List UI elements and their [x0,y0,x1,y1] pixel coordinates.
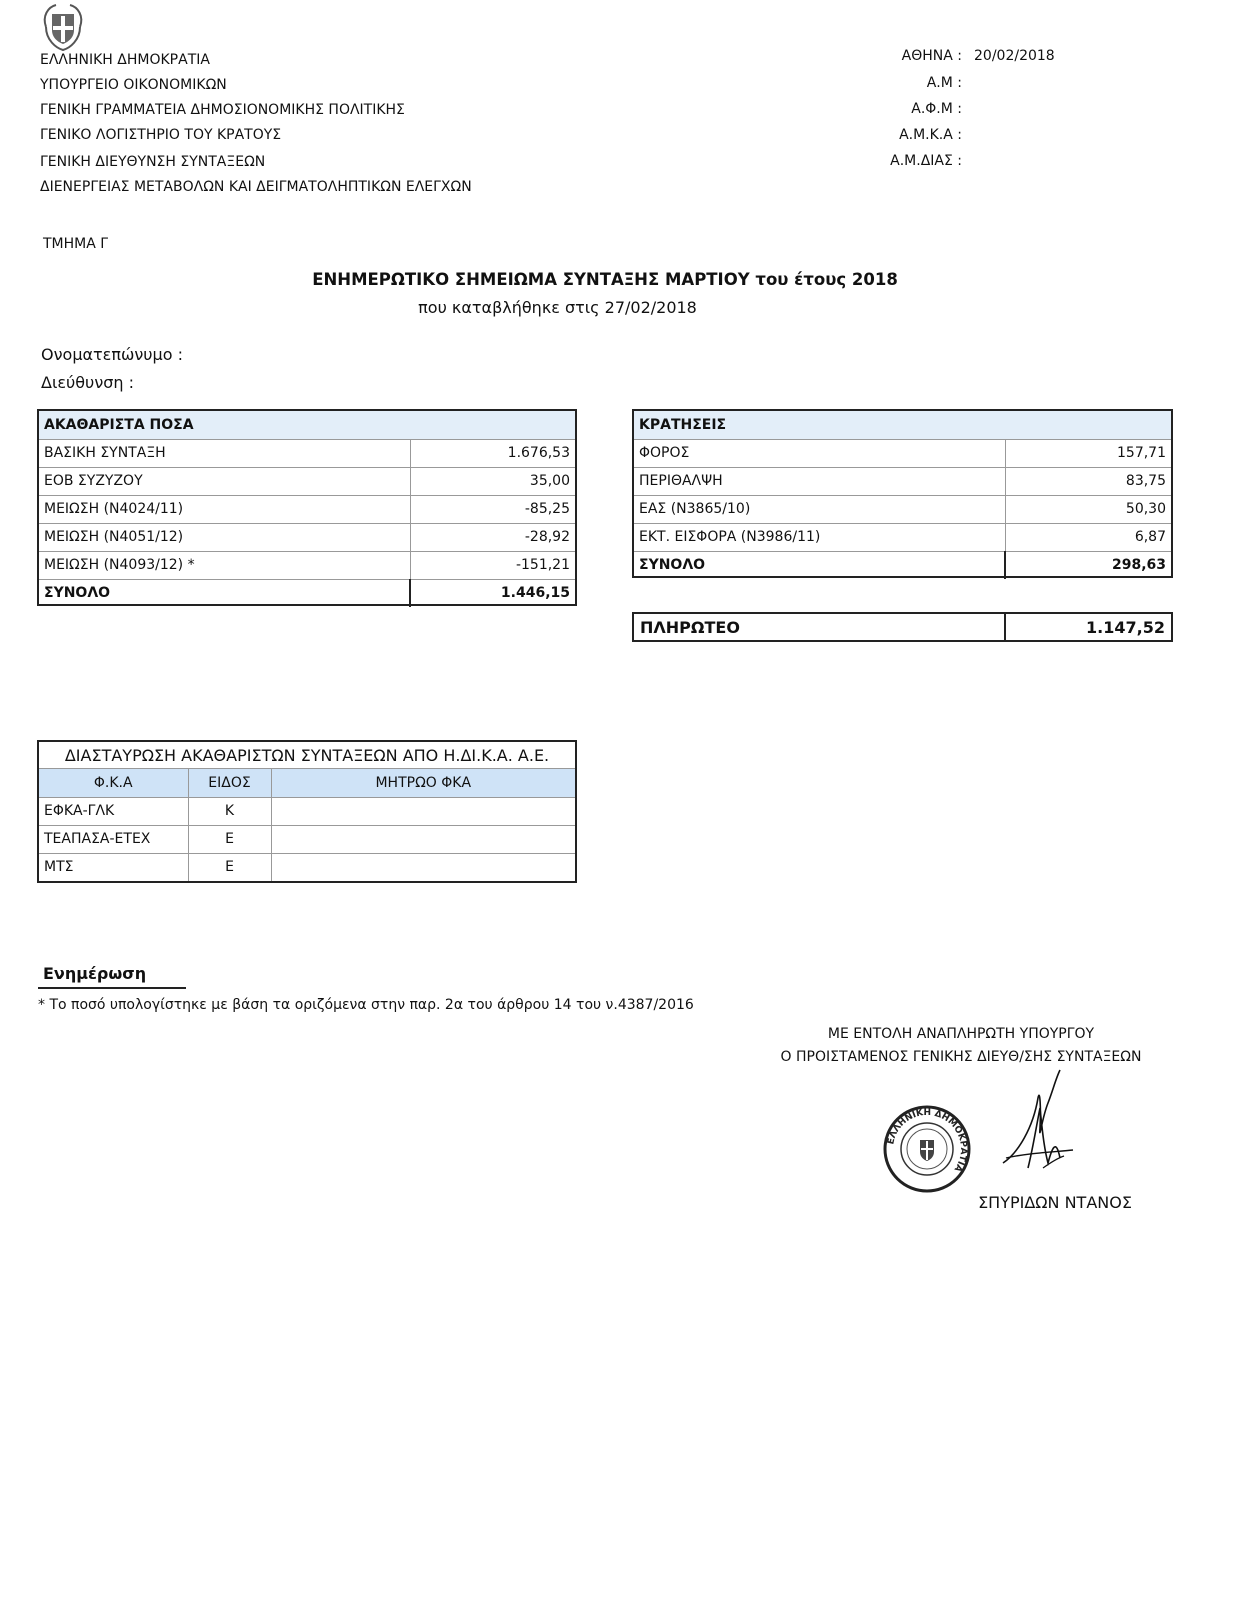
table-row [39,467,575,495]
footnote: * Το ποσό υπολογίστηκε με βάση τα οριζόμενα στην παρ. 2α του άρθρου 14 του ν.4387/2016 [38,997,694,1013]
gross-row-amount: -151,21 [410,551,575,579]
gross-row-label: ΜΕΙΩΣΗ (Ν4051/12) [39,523,410,551]
header-line-2: ΥΠΟΥΡΓΕΙΟ ΟΙΚΟΝΟΜΙΚΩΝ [40,77,227,93]
deductions-total-label: ΣΥΝΟΛΟ [639,557,706,574]
crosscheck-title: ΔΙΑΣΤΑΥΡΩΣΗ ΑΚΑΘΑΡΙΣΤΩΝ ΣΥΝΤΑΞΕΩΝ ΑΠΟ Η.ΔΙ.Κ.Α. Α.Ε. [39,742,575,769]
fka-cell: ΤΕΑΠΑΣΑ-ΕΤΕΧ [39,825,188,853]
city-label: ΑΘΗΝΑ : [901,48,962,64]
document-subtitle: που καταβλήθηκε στις 27/02/2018 [418,298,697,317]
deductions-table [632,409,1173,578]
header-line-3: ΓΕΝΙΚΗ ΓΡΑΜΜΑΤΕΙΑ ΔΗΜΟΣΙΟΝΟΜΙΚΗΣ ΠΟΛΙΤΙΚΗΣ [40,102,405,118]
crosscheck-header-row [39,769,575,797]
gross-heading: ΑΚΑΘΑΡΙΣΤΑ ΠΟΣΑ [39,411,575,439]
col-fka: Φ.Κ.Α [39,769,188,797]
signer-name: ΣΠΥΡΙΔΩΝ ΝΤΑΝΟΣ [978,1193,1132,1212]
gross-heading-row [39,411,575,439]
greek-coat-of-arms-icon [38,2,88,52]
official-seal-icon [882,1104,972,1194]
info-underline [38,987,186,989]
payable-box [632,612,1173,642]
am-label: Α.Μ : [926,75,962,91]
payable-label: ΠΛΗΡΩΤΕΟ [640,618,740,637]
afm-label: Α.Φ.Μ : [911,101,962,117]
gross-row-label: ΒΑΣΙΚΗ ΣΥΝΤΑΞΗ [39,439,410,467]
name-label: Ονοματεπώνυμο : [41,345,183,364]
deductions-heading: ΚΡΑΤΗΣΕΙΣ [634,411,1171,439]
payable-divider [1004,614,1006,640]
table-row [634,523,1171,551]
signature-line-2: Ο ΠΡΟΙΣΤΑΜΕΝΟΣ ΓΕΝΙΚΗΣ ΔΙΕΥΘ/ΣΗΣ ΣΥΝΤΑΞΕΩΝ [780,1049,1142,1065]
table-row [39,853,575,881]
col-registry: ΜΗΤΡΩΟ ΦΚΑ [271,769,575,797]
fka-cell: ΕΦΚΑ-ΓΛΚ [39,797,188,825]
crosscheck-table [37,740,577,883]
address-label: Διεύθυνση : [41,373,135,392]
info-heading: Ενημέρωση [43,964,147,983]
gross-row-label: ΕΟΒ ΣΥΖΥΖΟΥ [39,467,410,495]
deduction-row-label: ΦΟΡΟΣ [634,439,1005,467]
amdias-label: Α.Μ.ΔΙΑΣ : [890,153,962,169]
gross-row-amount: -85,25 [410,495,575,523]
registry-cell [271,853,575,881]
signature-line-1: ΜΕ ΕΝΤΟΛΗ ΑΝΑΠΛΗΡΩΤΗ ΥΠΟΥΡΓΟΥ [827,1026,1095,1042]
header-line-1: ΕΛΛΗΝΙΚΗ ΔΗΜΟΚΡΑΤΙΑ [40,52,210,68]
table-row [634,495,1171,523]
registry-cell [271,797,575,825]
seal-text: ΕΛΛΗΝΙΚΗ ΔΗΜΟΚΡΑΤΙΑ [886,1107,969,1174]
deduction-row-label: ΕΚΤ. ΕΙΣΦΟΡΑ (Ν3986/11) [634,523,1005,551]
handwritten-signature [998,1068,1078,1188]
gross-total-amount: 1.446,15 [410,579,575,607]
header-line-5: ΓΕΝΙΚΗ ΔΙΕΥΘΥΝΣΗ ΣΥΝΤΑΞΕΩΝ [40,154,266,170]
deduction-row-amount: 157,71 [1005,439,1171,467]
section-label: ΤΜΗΜΑ Γ [43,236,109,252]
table-row [39,439,575,467]
gross-row-label: ΜΕΙΩΣΗ (Ν4024/11) [39,495,410,523]
table-row [39,797,575,825]
table-row [634,467,1171,495]
fka-cell: ΜΤΣ [39,853,188,881]
document-title: ΕΝΗΜΕΡΩΤΙΚΟ ΣΗΜΕΙΩΜΑ ΣΥΝΤΑΞΗΣ ΜΑΡΤΙΟΥ του έτους 2018 [312,270,898,289]
gross-total-label: ΣΥΝΟΛΟ [44,585,111,602]
gross-row-amount: 1.676,53 [410,439,575,467]
table-row [39,495,575,523]
table-row [39,825,575,853]
table-row [39,551,575,579]
table-row [634,439,1171,467]
gross-total-row [39,579,575,607]
payable-amount: 1.147,52 [1086,618,1165,637]
deduction-row-amount: 6,87 [1005,523,1171,551]
document-date: 20/02/2018 [974,48,1055,64]
registry-cell [271,825,575,853]
gross-row-label: ΜΕΙΩΣΗ (Ν4093/12) * [39,551,410,579]
type-cell: Κ [188,797,271,825]
header-line-4: ΓΕΝΙΚΟ ΛΟΓΙΣΤΗΡΙΟ ΤΟΥ ΚΡΑΤΟΥΣ [40,127,282,143]
deductions-heading-row [634,411,1171,439]
type-cell: Ε [188,825,271,853]
deductions-total-row [634,551,1171,579]
deductions-total-amount: 298,63 [1005,551,1171,579]
gross-row-amount: -28,92 [410,523,575,551]
amka-label: Α.Μ.Κ.Α : [899,127,962,143]
deduction-row-amount: 83,75 [1005,467,1171,495]
gross-row-amount: 35,00 [410,467,575,495]
deduction-row-label: ΠΕΡΙΘΑΛΨΗ [634,467,1005,495]
gross-amounts-table [37,409,577,606]
deduction-row-label: ΕΑΣ (Ν3865/10) [634,495,1005,523]
header-line-6: ΔΙΕΝΕΡΓΕΙΑΣ ΜΕΤΑΒΟΛΩΝ ΚΑΙ ΔΕΙΓΜΑΤΟΛΗΠΤΙΚΩΝ ΕΛΕΓΧΩΝ [40,179,472,195]
table-row [39,523,575,551]
col-type: ΕΙΔΟΣ [188,769,271,797]
type-cell: Ε [188,853,271,881]
deduction-row-amount: 50,30 [1005,495,1171,523]
